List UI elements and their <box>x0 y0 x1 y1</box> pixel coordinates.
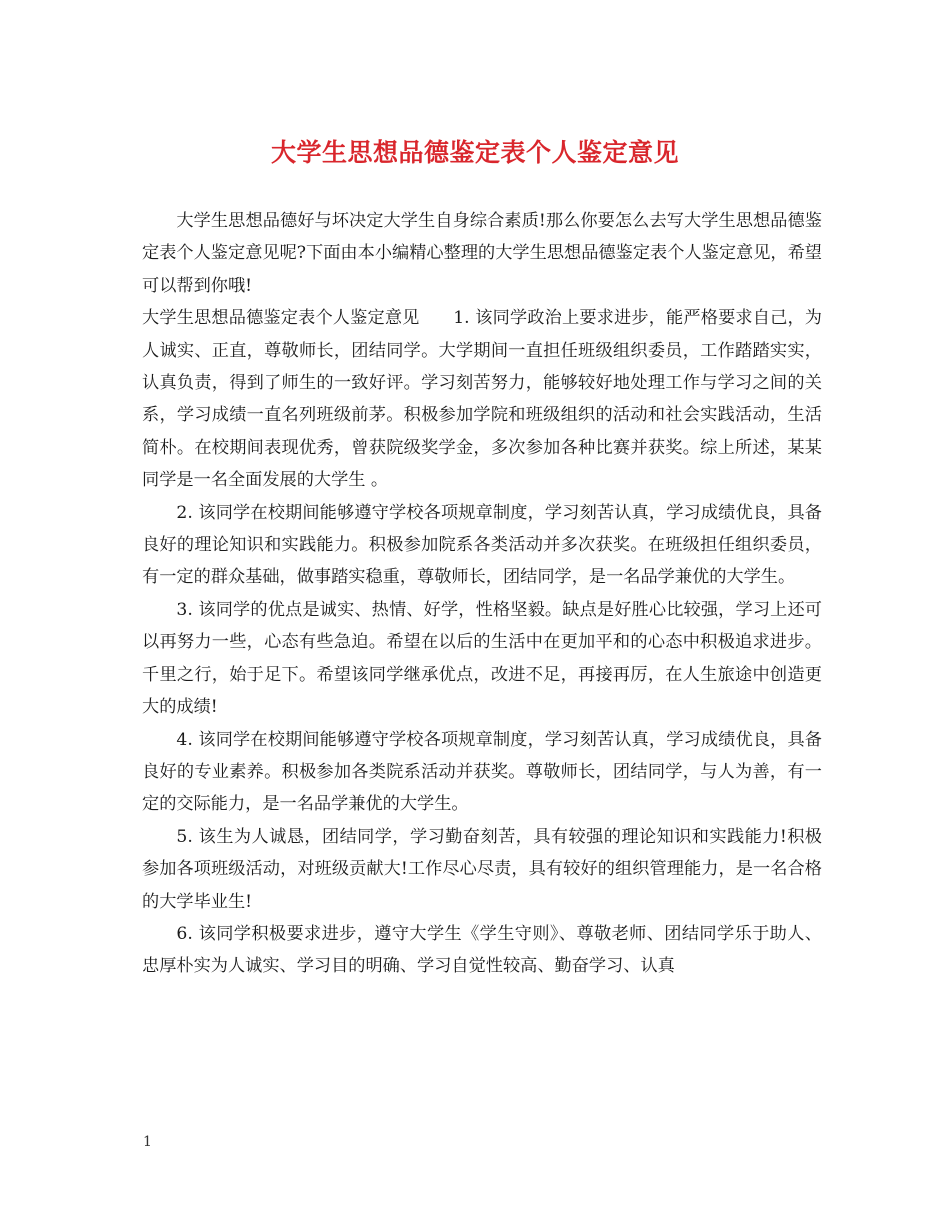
page-number: 1 <box>143 1134 152 1150</box>
heading-gap <box>420 308 454 328</box>
item-5-paragraph: 5. 该生为人诚恳，团结同学，学习勤奋刻苦，具有较强的理论知识和实践能力!积极参加各项班级活动，对班级贡献大!工作尽心尽责，具有较好的组织管理能力，是一名合格的大学毕业生! <box>142 826 822 912</box>
section-heading: 大学生思想品德鉴定表个人鉴定意见 <box>142 308 420 329</box>
first-item-paragraph <box>142 302 822 496</box>
page-title: 大学生思想品德鉴定表个人鉴定意见 <box>270 138 679 167</box>
item-6-paragraph: 6. 该同学积极要求进步，遵守大学生《学生守则》、尊敬老师、团结同学乐于助人、忠厚朴实为人诚实、学习目的明确、学习自觉性较高、勤奋学习、认真 <box>142 923 822 977</box>
item-4-paragraph: 4. 该同学在校期间能够遵守学校各项规章制度，学习刻苦认真，学习成绩优良，具备良好的专业素养。积极参加各类院系活动并获奖。尊敬师长，团结同学，与人为善，有一定的交际能力，是一名品学兼优的大学生。 <box>142 729 822 815</box>
item-2-paragraph: 2. 该同学在校期间能够遵守学校各项规章制度，学习刻苦认真，学习成绩优良，具备良好的理论知识和实践能力。积极参加院系各类活动并多次获奖。在班级担任组织委员，有一定的群众基础，做事踏实稳重，尊敬师长，团结同学，是一名品学兼优的大学生。 <box>142 502 822 588</box>
item-1-text: 1. 该同学政治上要求进步，能严格要求自己，为人诚实、正直，尊敬师长，团结同学。大学期间一直担任班级组织委员，工作踏踏实实，认真负责，得到了师生的一致好评。学习刻苦努力，能够较好地处理工作与学习之间的关系，学习成绩一直名列班级前茅。积极参加学院和班级组织的活动和社会实践活动，生活简朴。在校期间表现优秀，曾获院级奖学金，多次参加各种比赛并获奖。综上所述，某某同学是一名全面发展的大学生 。 <box>142 308 822 491</box>
intro-paragraph: 大学生思想品德好与坏决定大学生自身综合素质!那么你要怎么去写大学生思想品德鉴定表个人鉴定意见呢?下面由本小编精心整理的大学生思想品德鉴定表个人鉴定意见，希望可以帮到你哦! <box>142 211 822 296</box>
item-3-paragraph: 3. 该同学的优点是诚实、热情、好学，性格坚毅。缺点是好胜心比较强，学习上还可以再努力一些，心态有些急迫。希望在以后的生活中在更加平和的心态中积极追求进步。千里之行，始于足下。希望该同学继承优点，改进不足，再接再厉，在人生旅途中创造更大的成绩! <box>142 599 822 718</box>
document-body <box>142 205 822 983</box>
